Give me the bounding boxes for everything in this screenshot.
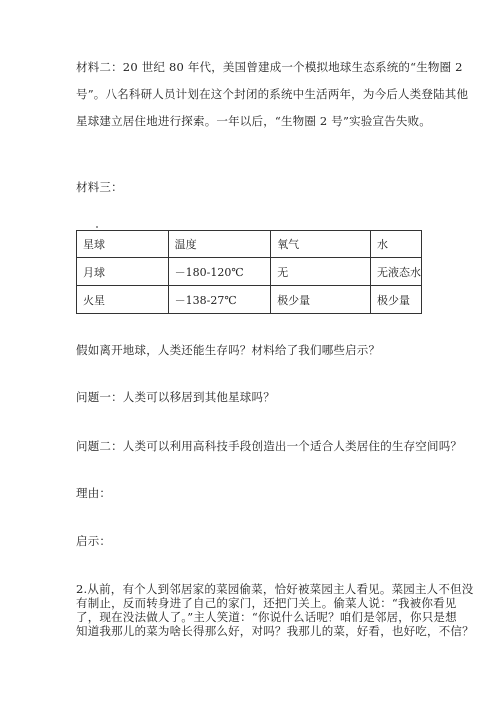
paragraph-line: 2.从前，有个人到邻居家的菜园偷菜，恰好被菜园主人看见。菜园主人不但没 <box>76 582 474 596</box>
question-one: 问题一：人类可以移居到其他星球吗？ <box>76 390 275 404</box>
material-two-paragraph <box>76 60 469 128</box>
planet-table <box>76 230 422 314</box>
table-cell: －180-120℃ <box>168 258 271 286</box>
paragraph-line: 了，现在没法做人了。”主人笑道：“你说什么话呢？咱们是邻居，你只是想 <box>76 610 457 624</box>
table-cell: 无 <box>271 258 371 286</box>
table-cell: －138-27℃ <box>168 286 271 314</box>
table-cell: 极少量 <box>271 286 371 314</box>
paragraph-line: 知道我那儿的菜为啥长得那么好，对吗？我那儿的菜，好看，也好吃，不信？ <box>76 624 474 638</box>
table-cell: 无液态水 <box>371 258 422 286</box>
table-header-cell: 水 <box>371 231 422 258</box>
table-header-cell: 星球 <box>77 231 169 258</box>
paragraph-line: 号”。八名科研人员计划在这个封闭的系统中生活两年，为今后人类登陆其他 <box>76 87 469 101</box>
table-row <box>77 286 422 314</box>
table-header-cell: 温度 <box>168 231 271 258</box>
item-two-paragraph <box>76 582 474 638</box>
table-header-row <box>77 231 422 258</box>
reason-label: 理由： <box>76 486 112 500</box>
insight-label: 启示： <box>76 534 112 548</box>
table-header-cell: 氧气 <box>271 231 371 258</box>
table-cell: 极少量 <box>371 286 422 314</box>
question-two: 问题二：人类可以利用高科技手段创造出一个适合人类居住的生存空间吗？ <box>76 439 463 453</box>
paragraph-line: 有制止，反而转身进了自己的家门，还把门关上。偷菜人说：“我被你看见 <box>76 596 457 610</box>
table-row <box>77 258 422 286</box>
paragraph-line: 材料二：20 世纪 80 年代，美国曾建成一个模拟地球生态系统的“生物圈 2 <box>76 60 463 74</box>
table-cell: 火星 <box>77 286 169 314</box>
question-intro: 假如离开地球，人类还能生存吗？材料给了我们哪些启示？ <box>76 343 381 357</box>
table-cell: 月球 <box>77 258 169 286</box>
paragraph-line: 星球建立居住地进行探索。一年以后，“生物圈 2 号”实验宣告失败。 <box>76 114 431 128</box>
material-three-label: 材料三： <box>76 180 123 194</box>
stray-dot <box>96 226 98 228</box>
